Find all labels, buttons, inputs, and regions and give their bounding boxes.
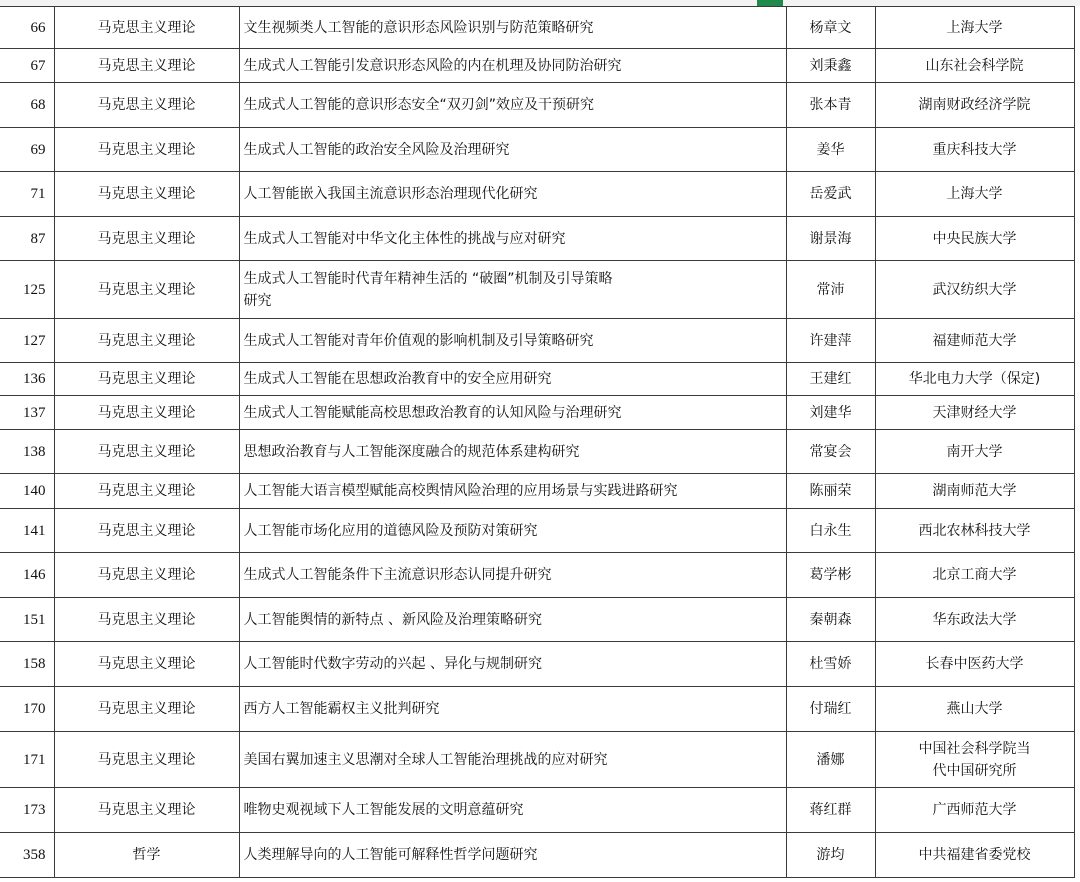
institution-cell[interactable]: 上海大学	[875, 172, 1074, 217]
row-number-cell[interactable]: 146	[0, 553, 54, 598]
principal-investigator-cell[interactable]: 秦朝森	[786, 598, 875, 642]
discipline-cell[interactable]: 马克思主义理论	[54, 732, 239, 788]
discipline-cell[interactable]: 马克思主义理论	[54, 474, 239, 509]
table-row	[0, 396, 1074, 430]
institution-cell[interactable]: 华东政法大学	[875, 598, 1074, 642]
project-title-cell[interactable]: 西方人工智能霸权主义批判研究	[239, 687, 786, 732]
principal-investigator-cell[interactable]: 刘秉鑫	[786, 49, 875, 83]
discipline-cell[interactable]: 马克思主义理论	[54, 217, 239, 261]
principal-investigator-cell[interactable]: 常宴会	[786, 430, 875, 474]
discipline-cell[interactable]: 哲学	[54, 833, 239, 878]
project-title-cell[interactable]: 人类理解导向的人工智能可解释性哲学问题研究	[239, 833, 786, 878]
principal-investigator-cell[interactable]: 常沛	[786, 261, 875, 319]
institution-cell[interactable]: 山东社会科学院	[875, 49, 1074, 83]
table-row	[0, 687, 1074, 732]
table-row	[0, 7, 1074, 49]
row-number-cell[interactable]: 170	[0, 687, 54, 732]
principal-investigator-cell[interactable]: 王建红	[786, 363, 875, 396]
table-row	[0, 172, 1074, 217]
discipline-cell[interactable]: 马克思主义理论	[54, 598, 239, 642]
discipline-cell[interactable]: 马克思主义理论	[54, 172, 239, 217]
project-title-cell[interactable]: 人工智能市场化应用的道德风险及预防对策研究	[239, 509, 786, 553]
table-row	[0, 788, 1074, 833]
row-number-cell[interactable]: 125	[0, 261, 54, 319]
principal-investigator-cell[interactable]: 葛学彬	[786, 553, 875, 598]
discipline-cell[interactable]: 马克思主义理论	[54, 49, 239, 83]
project-title-cell[interactable]: 生成式人工智能的政治安全风险及治理研究	[239, 128, 786, 172]
principal-investigator-cell[interactable]: 姜华	[786, 128, 875, 172]
project-title-cell[interactable]: 思想政治教育与人工智能深度融合的规范体系建构研究	[239, 430, 786, 474]
discipline-cell[interactable]: 马克思主义理论	[54, 83, 239, 128]
project-title-cell[interactable]: 人工智能嵌入我国主流意识形态治理现代化研究	[239, 172, 786, 217]
project-title-cell[interactable]: 生成式人工智能对青年价值观的影响机制及引导策略研究	[239, 319, 786, 363]
institution-cell[interactable]: 南开大学	[875, 430, 1074, 474]
table-row	[0, 261, 1074, 319]
discipline-cell[interactable]: 马克思主义理论	[54, 553, 239, 598]
table-body	[0, 7, 1074, 878]
table-row	[0, 833, 1074, 878]
principal-investigator-cell[interactable]: 杜雪娇	[786, 642, 875, 687]
principal-investigator-cell[interactable]: 游均	[786, 833, 875, 878]
principal-investigator-cell[interactable]: 蒋红群	[786, 788, 875, 833]
institution-cell[interactable]: 中共福建省委党校	[875, 833, 1074, 878]
table-row	[0, 732, 1074, 788]
project-title-cell[interactable]: 人工智能大语言模型赋能高校舆情风险治理的应用场景与实践进路研究	[239, 474, 786, 509]
row-number-cell[interactable]: 358	[0, 833, 54, 878]
table-row	[0, 553, 1074, 598]
table-row	[0, 509, 1074, 553]
project-title-cell[interactable]: 美国右翼加速主义思潮对全球人工智能治理挑战的应对研究	[239, 732, 786, 788]
discipline-cell[interactable]: 马克思主义理论	[54, 319, 239, 363]
project-title-cell[interactable]: 生成式人工智能条件下主流意识形态认同提升研究	[239, 553, 786, 598]
principal-investigator-cell[interactable]: 付瑞红	[786, 687, 875, 732]
institution-cell[interactable]: 上海大学	[875, 7, 1074, 49]
table-row	[0, 642, 1074, 687]
row-number-cell[interactable]: 151	[0, 598, 54, 642]
row-number-cell[interactable]: 138	[0, 430, 54, 474]
institution-cell[interactable]: 燕山大学	[875, 687, 1074, 732]
table-row	[0, 474, 1074, 509]
principal-investigator-cell[interactable]: 潘娜	[786, 732, 875, 788]
project-title-cell[interactable]: 人工智能时代数字劳动的兴起 、异化与规制研究	[239, 642, 786, 687]
institution-cell[interactable]: 中国社会科学院当 代中国研究所	[875, 732, 1074, 788]
discipline-cell[interactable]: 马克思主义理论	[54, 396, 239, 430]
row-number-cell[interactable]: 137	[0, 396, 54, 430]
principal-investigator-cell[interactable]: 许建萍	[786, 319, 875, 363]
project-list-table	[0, 6, 1075, 878]
row-number-cell[interactable]: 158	[0, 642, 54, 687]
discipline-cell[interactable]: 马克思主义理论	[54, 128, 239, 172]
discipline-cell[interactable]: 马克思主义理论	[54, 430, 239, 474]
institution-cell[interactable]: 华北电力大学（保定)	[875, 363, 1074, 396]
discipline-cell[interactable]: 马克思主义理论	[54, 642, 239, 687]
project-title-cell[interactable]: 生成式人工智能引发意识形态风险的内在机理及协同防治研究	[239, 49, 786, 83]
institution-cell[interactable]: 重庆科技大学	[875, 128, 1074, 172]
table-row	[0, 319, 1074, 363]
institution-cell[interactable]: 武汉纺织大学	[875, 261, 1074, 319]
row-number-cell[interactable]: 71	[0, 172, 54, 217]
project-title-cell[interactable]: 生成式人工智能对中华文化主体性的挑战与应对研究	[239, 217, 786, 261]
discipline-cell[interactable]: 马克思主义理论	[54, 363, 239, 396]
principal-investigator-cell[interactable]: 张本青	[786, 83, 875, 128]
project-title-cell[interactable]: 生成式人工智能的意识形态安全“双刃剑”效应及干预研究	[239, 83, 786, 128]
table-row	[0, 128, 1074, 172]
principal-investigator-cell[interactable]: 杨章文	[786, 7, 875, 49]
institution-cell[interactable]: 中央民族大学	[875, 217, 1074, 261]
institution-cell[interactable]: 天津财经大学	[875, 396, 1074, 430]
institution-cell[interactable]: 福建师范大学	[875, 319, 1074, 363]
institution-cell[interactable]: 湖南财政经济学院	[875, 83, 1074, 128]
principal-investigator-cell[interactable]: 谢景海	[786, 217, 875, 261]
project-title-cell[interactable]: 生成式人工智能赋能高校思想政治教育的认知风险与治理研究	[239, 396, 786, 430]
row-number-cell[interactable]: 140	[0, 474, 54, 509]
row-number-cell[interactable]: 69	[0, 128, 54, 172]
institution-cell[interactable]: 湖南师范大学	[875, 474, 1074, 509]
row-number-cell[interactable]: 67	[0, 49, 54, 83]
discipline-cell[interactable]: 马克思主义理论	[54, 687, 239, 732]
institution-cell[interactable]: 北京工商大学	[875, 553, 1074, 598]
row-number-cell[interactable]: 127	[0, 319, 54, 363]
project-title-cell[interactable]: 人工智能舆情的新特点 、新风险及治理策略研究	[239, 598, 786, 642]
principal-investigator-cell[interactable]: 白永生	[786, 509, 875, 553]
row-number-cell[interactable]: 141	[0, 509, 54, 553]
table-row	[0, 363, 1074, 396]
principal-investigator-cell[interactable]: 岳爱武	[786, 172, 875, 217]
row-number-cell[interactable]: 68	[0, 83, 54, 128]
table-row	[0, 430, 1074, 474]
project-title-cell[interactable]: 生成式人工智能时代青年精神生活的 “破圈”机制及引导策略 研究	[239, 261, 786, 319]
discipline-cell[interactable]: 马克思主义理论	[54, 788, 239, 833]
discipline-cell[interactable]: 马克思主义理论	[54, 7, 239, 49]
table-row	[0, 83, 1074, 128]
principal-investigator-cell[interactable]: 陈丽荣	[786, 474, 875, 509]
table-row	[0, 217, 1074, 261]
row-number-cell[interactable]: 136	[0, 363, 54, 396]
discipline-cell[interactable]: 马克思主义理论	[54, 509, 239, 553]
project-title-cell[interactable]: 生成式人工智能在思想政治教育中的安全应用研究	[239, 363, 786, 396]
row-number-cell[interactable]: 87	[0, 217, 54, 261]
row-number-cell[interactable]: 173	[0, 788, 54, 833]
table-row	[0, 598, 1074, 642]
institution-cell[interactable]: 广西师范大学	[875, 788, 1074, 833]
project-title-cell[interactable]: 唯物史观视域下人工智能发展的文明意蕴研究	[239, 788, 786, 833]
table-row	[0, 49, 1074, 83]
institution-cell[interactable]: 长春中医药大学	[875, 642, 1074, 687]
discipline-cell[interactable]: 马克思主义理论	[54, 261, 239, 319]
row-number-cell[interactable]: 171	[0, 732, 54, 788]
row-number-cell[interactable]: 66	[0, 7, 54, 49]
principal-investigator-cell[interactable]: 刘建华	[786, 396, 875, 430]
institution-cell[interactable]: 西北农林科技大学	[875, 509, 1074, 553]
project-title-cell[interactable]: 文生视频类人工智能的意识形态风险识别与防范策略研究	[239, 7, 786, 49]
